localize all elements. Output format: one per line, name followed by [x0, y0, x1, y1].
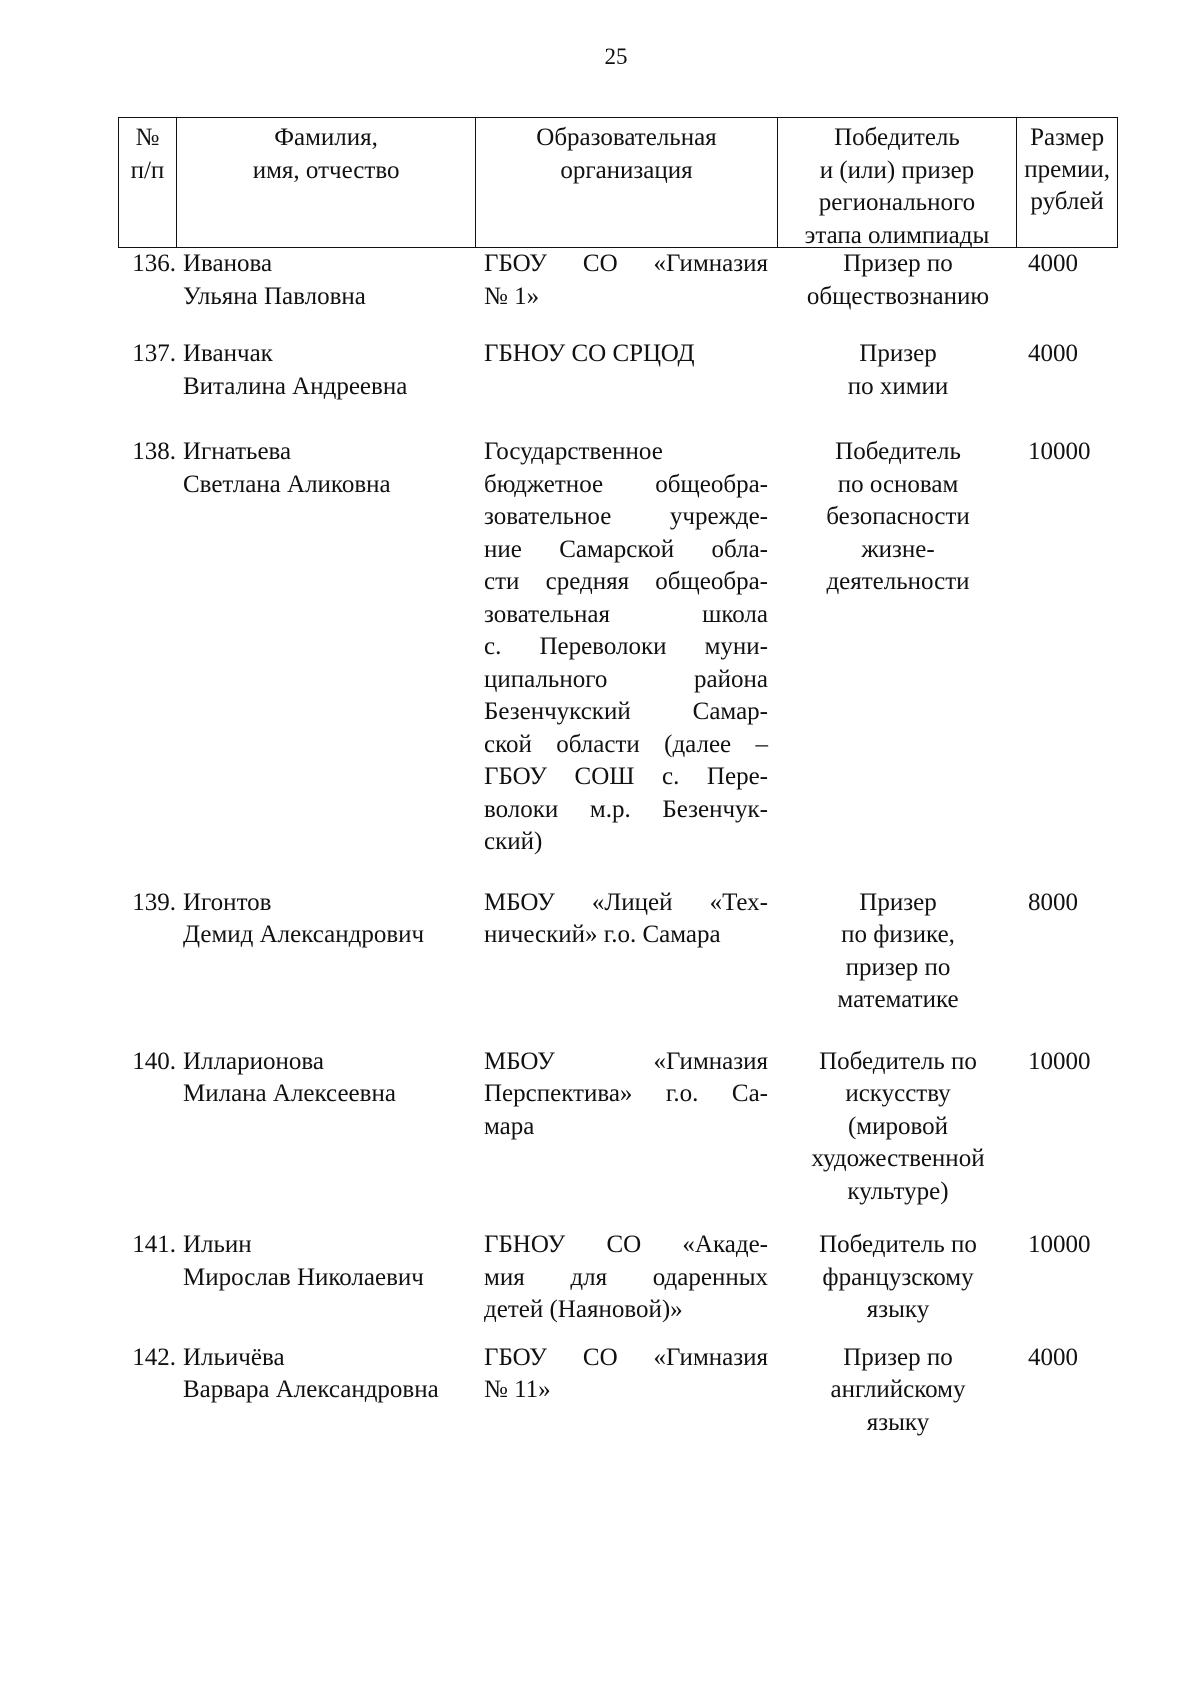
- row-num: 136.: [132, 250, 176, 277]
- row-name: [176, 436, 476, 501]
- org-line: волоки м.р. Безенчук-: [484, 795, 768, 823]
- org-line: нический» г.о. Самара: [484, 921, 721, 948]
- name-line: Иванова: [183, 250, 273, 277]
- result-line: деятельности: [826, 568, 970, 595]
- result-line: Победитель: [835, 438, 961, 465]
- org-line: ГБОУ СОШ с. Пере-: [484, 763, 768, 790]
- header-line: Образовательная: [536, 124, 717, 151]
- name-line: Мирослав Николаевич: [183, 1263, 424, 1291]
- header-num: [119, 118, 177, 247]
- result-line: обществознанию: [806, 282, 990, 310]
- result-line: языку: [866, 1408, 930, 1436]
- header-result: [778, 118, 1018, 247]
- header-line: п/п: [130, 156, 165, 184]
- result-line: Победитель по: [819, 1231, 977, 1258]
- row-prize: 10000: [1028, 1047, 1091, 1075]
- org-line: ский): [484, 828, 543, 855]
- org-line: мия для одаренных: [484, 1263, 768, 1291]
- row-num: 140.: [132, 1047, 176, 1075]
- result-line: культуре): [847, 1177, 949, 1205]
- header-line: организация: [560, 156, 693, 184]
- org-line: ние Самарской обла-: [484, 535, 768, 563]
- name-line: Демид Александрович: [183, 921, 425, 948]
- table-row: [118, 338, 1118, 403]
- row-prize: 10000: [1028, 1231, 1091, 1258]
- result-line: призер по: [845, 953, 951, 981]
- row-result: [778, 436, 1018, 599]
- result-line: безопасности: [826, 503, 970, 530]
- org-line: ской области (далее –: [484, 730, 768, 758]
- result-line: Призер: [859, 340, 937, 367]
- org-line: Государственное: [484, 438, 663, 465]
- row-result: [778, 248, 1018, 313]
- org-line: МБОУ «Лицей «Тех-: [484, 888, 768, 916]
- row-name: [176, 887, 476, 952]
- header-line: Размер: [1030, 124, 1105, 151]
- header-org: [476, 118, 777, 247]
- result-line: математике: [837, 986, 959, 1013]
- row-result: [778, 1046, 1018, 1209]
- row-num: 137.: [132, 340, 176, 367]
- row-prize: 4000: [1028, 250, 1078, 277]
- header-prize: [1017, 118, 1117, 247]
- header-line: этапа олимпиады: [804, 221, 990, 249]
- header-line: Победитель: [834, 124, 960, 151]
- result-line: по физике,: [841, 921, 955, 948]
- result-line: по основам: [837, 470, 959, 498]
- result-line: (мировой: [847, 1112, 949, 1140]
- name-line: Виталина Андреевна: [183, 372, 408, 400]
- result-line: Призер по: [843, 250, 953, 277]
- name-line: Игнатьева: [183, 438, 292, 465]
- result-line: французскому: [822, 1263, 974, 1291]
- org-line: ГБОУ СО «Гимназия: [484, 250, 768, 277]
- row-org: [476, 1342, 778, 1407]
- table-row: [118, 1229, 1118, 1327]
- row-name: [176, 1342, 476, 1407]
- header-line: рублей: [1030, 188, 1104, 215]
- winners-table: [118, 117, 1118, 1439]
- name-line: Ульяна Павловна: [183, 282, 366, 310]
- result-line: Призер: [859, 888, 937, 916]
- row-org: [476, 436, 778, 859]
- org-line: МБОУ «Гимназия: [484, 1047, 768, 1075]
- table-row: [118, 887, 1118, 1017]
- org-line: Безенчукский Самар-: [484, 698, 768, 725]
- result-line: Призер по: [843, 1343, 953, 1371]
- org-line: ГБОУ СО «Гимназия: [484, 1343, 768, 1371]
- row-num: 138.: [132, 438, 176, 465]
- table-row: [118, 1046, 1118, 1209]
- name-line: Светлана Аликовна: [183, 470, 391, 498]
- name-line: Иванчак: [183, 340, 273, 367]
- row-prize: 4000: [1028, 340, 1078, 367]
- row-num: 139.: [132, 888, 176, 916]
- row-org: [476, 1046, 778, 1144]
- result-line: языку: [866, 1296, 930, 1323]
- table-row: [118, 248, 1118, 313]
- name-line: Ильин: [183, 1231, 252, 1258]
- result-line: искусству: [845, 1080, 951, 1107]
- org-line: зовательное учрежде-: [484, 503, 768, 530]
- row-result: [778, 887, 1018, 1017]
- row-org: [476, 887, 778, 952]
- page-number: 25: [604, 44, 628, 69]
- org-line: № 11»: [484, 1376, 551, 1403]
- name-line: Илларионова: [183, 1047, 324, 1075]
- header-line: регионального: [818, 189, 976, 216]
- header-line: №: [135, 124, 160, 151]
- org-line: ципального района: [484, 665, 768, 693]
- header-name: [177, 118, 476, 247]
- result-line: английскому: [830, 1376, 966, 1403]
- org-line: № 1»: [484, 282, 540, 310]
- row-num: 142.: [132, 1343, 176, 1371]
- result-line: художественной: [811, 1145, 985, 1172]
- row-result: [778, 338, 1018, 403]
- name-line: Ильичёва: [183, 1343, 285, 1371]
- org-line: ГБНОУ СО СРЦОД: [484, 340, 695, 367]
- org-line: бюджетное общеобра-: [484, 470, 768, 498]
- org-line: ГБНОУ СО «Акаде-: [484, 1231, 768, 1258]
- org-line: с. Переволоки муни-: [484, 633, 768, 660]
- org-line: зовательная школа: [484, 600, 768, 628]
- org-line: сти средняя общеобра-: [484, 568, 768, 595]
- row-name: [176, 248, 476, 313]
- header-line: имя, отчество: [252, 156, 400, 184]
- row-org: [476, 338, 778, 371]
- header-line: и (или) призер: [819, 156, 975, 184]
- row-result: [778, 1342, 1018, 1440]
- name-line: Варвара Александровна: [183, 1376, 439, 1403]
- result-line: по химии: [847, 372, 949, 400]
- row-num: 141.: [132, 1231, 176, 1258]
- row-prize: 10000: [1028, 438, 1091, 465]
- row-org: [476, 1229, 778, 1327]
- result-line: жизне-: [861, 535, 935, 563]
- org-line: Перспектива» г.о. Са-: [484, 1080, 768, 1107]
- result-line: Победитель по: [819, 1047, 977, 1075]
- org-line: мара: [484, 1112, 535, 1140]
- row-org: [476, 248, 778, 313]
- table-header: [118, 117, 1118, 248]
- table-row: [118, 1342, 1118, 1440]
- row-prize: 4000: [1028, 1343, 1078, 1371]
- name-line: Игонтов: [183, 888, 272, 916]
- row-name: [176, 338, 476, 403]
- name-line: Милана Алексеевна: [183, 1080, 396, 1107]
- header-line: премии,: [1024, 156, 1110, 183]
- header-line: Фамилия,: [274, 124, 378, 151]
- row-name: [176, 1046, 476, 1111]
- org-line: детей (Наяновой)»: [484, 1296, 683, 1323]
- row-prize: 8000: [1028, 888, 1078, 916]
- row-name: [176, 1229, 476, 1294]
- row-result: [778, 1229, 1018, 1327]
- table-row: [118, 436, 1118, 859]
